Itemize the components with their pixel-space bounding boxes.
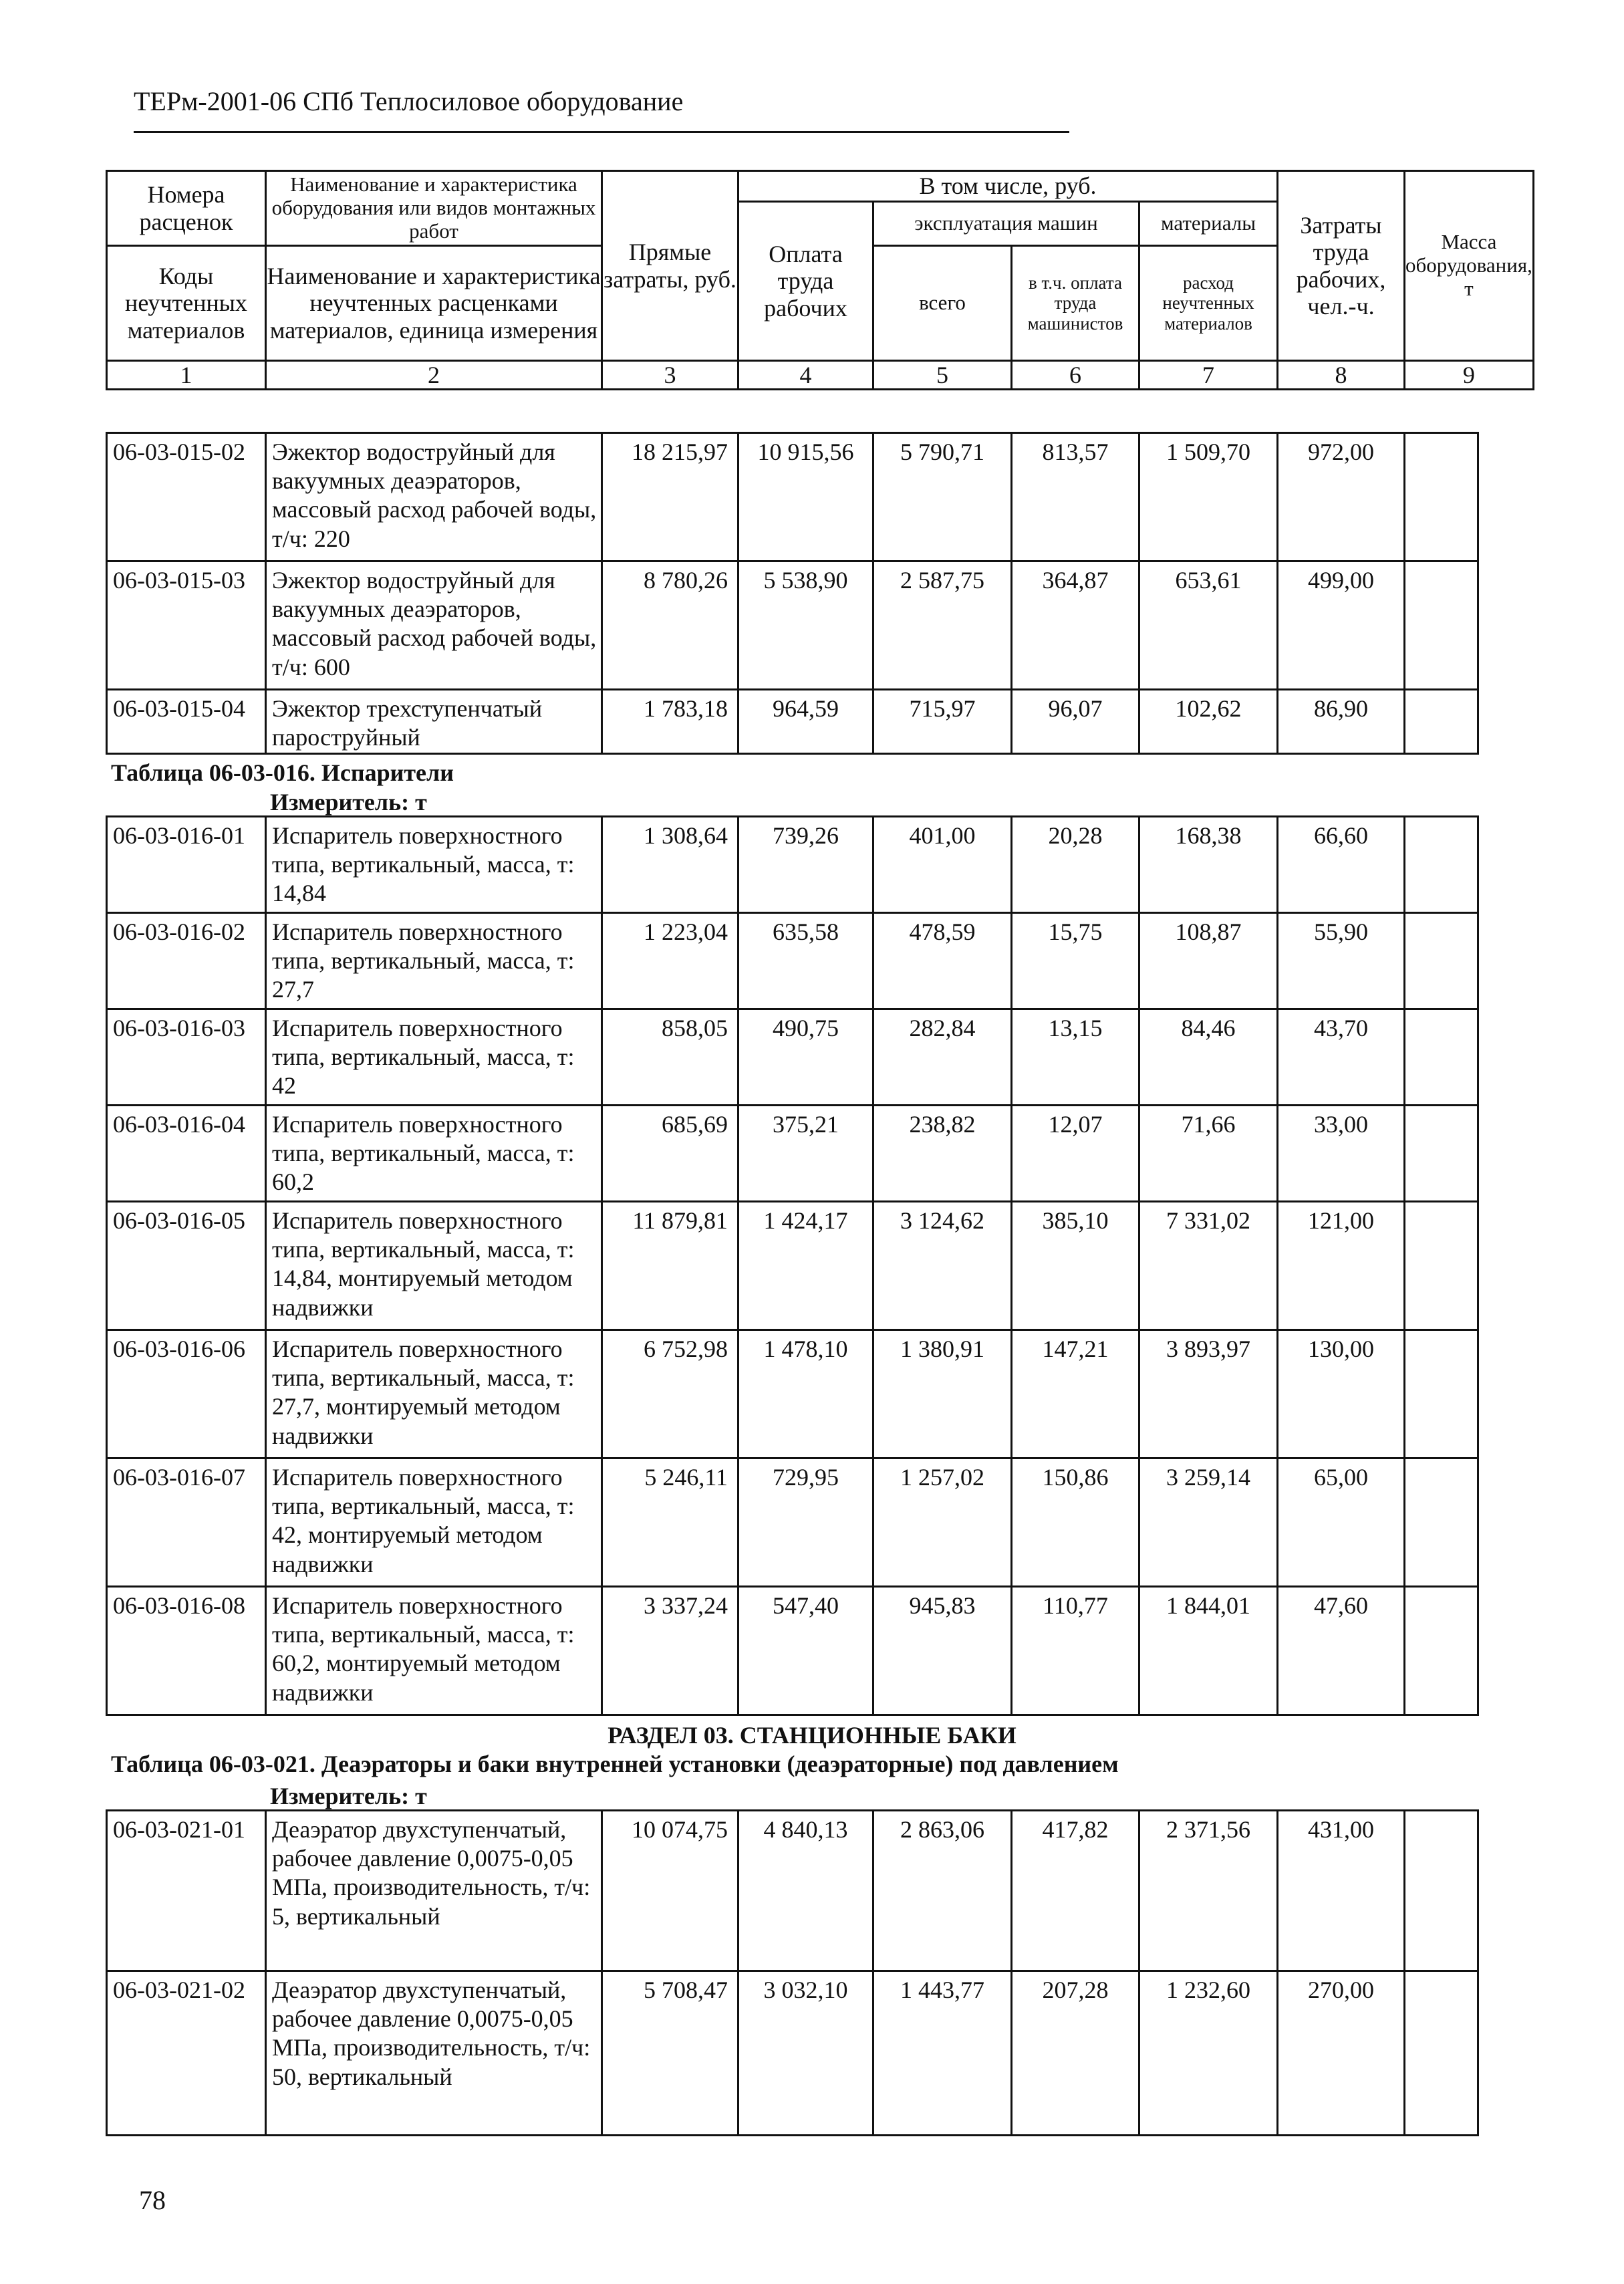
item-name: Испаритель поверхностного типа, вертикальный, масса, т: 14,84, монтируемый методом надвижки xyxy=(266,1202,602,1330)
labor-hours: 55,90 xyxy=(1278,913,1405,1009)
rates-table-016 xyxy=(106,815,1479,1716)
item-name: Испаритель поверхностного типа, вертикальный, масса, т: 27,7, монтируемый методом надвижки xyxy=(266,1330,602,1458)
table-row xyxy=(107,1202,1478,1330)
direct-costs: 1 308,64 xyxy=(602,817,738,913)
item-name: Испаритель поверхностного типа, вертикальный, масса, т: 14,84 xyxy=(266,817,602,913)
machine-costs: 945,83 xyxy=(873,1587,1012,1715)
table-row xyxy=(107,561,1478,690)
machine-costs: 5 790,71 xyxy=(873,433,1012,561)
labor-hours: 270,00 xyxy=(1278,1971,1405,2136)
labor-wages: 964,59 xyxy=(738,690,873,754)
col-number: 2 xyxy=(266,361,602,390)
col-number: 1 xyxy=(107,361,266,390)
col7-header: расход неучтенных материалов xyxy=(1139,246,1278,361)
equipment-mass xyxy=(1405,1587,1478,1715)
equipment-mass xyxy=(1405,1330,1478,1458)
equipment-mass xyxy=(1405,913,1478,1009)
labor-hours: 972,00 xyxy=(1278,433,1405,561)
equipment-mass xyxy=(1405,1971,1478,2136)
labor-wages: 547,40 xyxy=(738,1587,873,1715)
labor-wages: 739,26 xyxy=(738,817,873,913)
direct-costs: 5 246,11 xyxy=(602,1458,738,1587)
equipment-mass xyxy=(1405,1202,1478,1330)
group-header: В том числе, руб. xyxy=(738,171,1278,202)
machine-costs: 2 587,75 xyxy=(873,561,1012,690)
machine-costs: 282,84 xyxy=(873,1009,1012,1106)
table-row xyxy=(107,433,1478,561)
table-row xyxy=(107,817,1478,913)
col2-header-bottom: Наименование и характеристика неучтенных расценками материалов, единица измерения xyxy=(266,246,602,361)
materials-costs: 108,87 xyxy=(1139,913,1278,1009)
col-number: 4 xyxy=(738,361,873,390)
rate-code: 06-03-016-06 xyxy=(107,1330,266,1458)
operator-wages: 15,75 xyxy=(1012,913,1139,1009)
table-row xyxy=(107,913,1478,1009)
rate-code: 06-03-016-04 xyxy=(107,1106,266,1202)
equipment-mass xyxy=(1405,1458,1478,1587)
item-name: Испаритель поверхностного типа, вертикальный, масса, т: 60,2, монтируемый методом надвижки xyxy=(266,1587,602,1715)
operator-wages: 96,07 xyxy=(1012,690,1139,754)
table-row xyxy=(107,1009,1478,1106)
table-row xyxy=(107,1811,1478,1971)
operator-wages: 364,87 xyxy=(1012,561,1139,690)
item-name: Эжектор водоструйный для вакуумных деаэраторов, массовый расход рабочей воды, т/ч: 600 xyxy=(266,561,602,690)
machine-costs: 1 257,02 xyxy=(873,1458,1012,1587)
labor-wages: 5 538,90 xyxy=(738,561,873,690)
direct-costs: 685,69 xyxy=(602,1106,738,1202)
equipment-mass xyxy=(1405,1009,1478,1106)
rate-code: 06-03-016-07 xyxy=(107,1458,266,1587)
page-number: 78 xyxy=(139,2185,166,2215)
materials-costs: 2 371,56 xyxy=(1139,1811,1278,1971)
operator-wages: 150,86 xyxy=(1012,1458,1139,1587)
direct-costs: 6 752,98 xyxy=(602,1330,738,1458)
col4-header: Оплата труда рабочих xyxy=(738,202,873,361)
rate-code: 06-03-016-08 xyxy=(107,1587,266,1715)
direct-costs: 10 074,75 xyxy=(602,1811,738,1971)
materials-costs: 3 259,14 xyxy=(1139,1458,1278,1587)
direct-costs: 5 708,47 xyxy=(602,1971,738,2136)
labor-hours: 499,00 xyxy=(1278,561,1405,690)
rates-table-015 xyxy=(106,432,1479,755)
direct-costs: 18 215,97 xyxy=(602,433,738,561)
table-021-caption: Таблица 06-03-021. Деаэраторы и баки внутренней установки (деаэраторные) под давлением xyxy=(111,1751,1119,1777)
labor-hours: 43,70 xyxy=(1278,1009,1405,1106)
col6-header: в т.ч. оплата труда машинистов xyxy=(1012,246,1139,361)
labor-hours: 65,00 xyxy=(1278,1458,1405,1587)
col9-header: Масса оборудования, т xyxy=(1405,171,1534,361)
item-name: Деаэратор двухступенчатый, рабочее давление 0,0075-0,05 МПа, производительность, т/ч: 50, вертикальный xyxy=(266,1971,602,2136)
materials-costs: 3 893,97 xyxy=(1139,1330,1278,1458)
machine-costs: 478,59 xyxy=(873,913,1012,1009)
materials-header: материалы xyxy=(1139,202,1278,246)
operator-wages: 385,10 xyxy=(1012,1202,1139,1330)
operator-wages: 13,15 xyxy=(1012,1009,1139,1106)
rate-code: 06-03-016-03 xyxy=(107,1009,266,1106)
labor-wages: 4 840,13 xyxy=(738,1811,873,1971)
table-016-meter: Измеритель: т xyxy=(270,789,427,815)
section-title: РАЗДЕЛ 03. СТАНЦИОННЫЕ БАКИ xyxy=(607,1722,1017,1749)
labor-hours: 66,60 xyxy=(1278,817,1405,913)
labor-wages: 375,21 xyxy=(738,1106,873,1202)
labor-wages: 729,95 xyxy=(738,1458,873,1587)
col3-header: Прямые затраты, руб. xyxy=(602,171,738,361)
rate-code: 06-03-016-01 xyxy=(107,817,266,913)
running-header: ТЕРм-2001-06 СПб Теплосиловое оборудование xyxy=(134,86,684,116)
item-name: Испаритель поверхностного типа, вертикальный, масса, т: 60,2 xyxy=(266,1106,602,1202)
labor-hours: 431,00 xyxy=(1278,1811,1405,1971)
labor-wages: 490,75 xyxy=(738,1009,873,1106)
table-021-meter: Измеритель: т xyxy=(270,1783,427,1809)
col2-header-top: Наименование и характеристика оборудования или видов монтажных работ xyxy=(266,171,602,246)
col8-header: Затраты труда рабочих, чел.-ч. xyxy=(1278,171,1405,361)
rate-code: 06-03-021-02 xyxy=(107,1971,266,2136)
labor-hours: 33,00 xyxy=(1278,1106,1405,1202)
direct-costs: 1 223,04 xyxy=(602,913,738,1009)
labor-wages: 1 424,17 xyxy=(738,1202,873,1330)
col-number: 6 xyxy=(1012,361,1139,390)
equipment-mass xyxy=(1405,561,1478,690)
labor-wages: 1 478,10 xyxy=(738,1330,873,1458)
rate-code: 06-03-015-03 xyxy=(107,561,266,690)
item-name: Испаритель поверхностного типа, вертикальный, масса, т: 27,7 xyxy=(266,913,602,1009)
table-row xyxy=(107,690,1478,754)
direct-costs: 1 783,18 xyxy=(602,690,738,754)
equipment-mass xyxy=(1405,1811,1478,1971)
rate-code: 06-03-015-02 xyxy=(107,433,266,561)
col-number: 9 xyxy=(1405,361,1534,390)
materials-costs: 1 232,60 xyxy=(1139,1971,1278,2136)
machine-costs: 238,82 xyxy=(873,1106,1012,1202)
column-header-table xyxy=(106,170,1534,390)
machine-costs: 3 124,62 xyxy=(873,1202,1012,1330)
operator-wages: 20,28 xyxy=(1012,817,1139,913)
operator-wages: 147,21 xyxy=(1012,1330,1139,1458)
header-rule xyxy=(134,131,1069,133)
table-row xyxy=(107,1587,1478,1715)
machine-costs: 1 380,91 xyxy=(873,1330,1012,1458)
machine-costs: 401,00 xyxy=(873,817,1012,913)
table-row xyxy=(107,1330,1478,1458)
labor-hours: 130,00 xyxy=(1278,1330,1405,1458)
rates-table-021 xyxy=(106,1809,1479,2136)
labor-wages: 635,58 xyxy=(738,913,873,1009)
machine-costs: 715,97 xyxy=(873,690,1012,754)
col-number: 8 xyxy=(1278,361,1405,390)
direct-costs: 8 780,26 xyxy=(602,561,738,690)
materials-costs: 1 844,01 xyxy=(1139,1587,1278,1715)
col-number: 5 xyxy=(873,361,1012,390)
direct-costs: 11 879,81 xyxy=(602,1202,738,1330)
item-name: Эжектор водоструйный для вакуумных деаэраторов, массовый расход рабочей воды, т/ч: 220 xyxy=(266,433,602,561)
equipment-mass xyxy=(1405,1106,1478,1202)
materials-costs: 653,61 xyxy=(1139,561,1278,690)
direct-costs: 3 337,24 xyxy=(602,1587,738,1715)
col-number: 3 xyxy=(602,361,738,390)
col-number: 7 xyxy=(1139,361,1278,390)
materials-costs: 7 331,02 xyxy=(1139,1202,1278,1330)
operator-wages: 12,07 xyxy=(1012,1106,1139,1202)
labor-wages: 3 032,10 xyxy=(738,1971,873,2136)
machines-header: эксплуатация машин xyxy=(873,202,1139,246)
item-name: Испаритель поверхностного типа, вертикальный, масса, т: 42, монтируемый методом надвижки xyxy=(266,1458,602,1587)
rate-code: 06-03-016-05 xyxy=(107,1202,266,1330)
materials-costs: 1 509,70 xyxy=(1139,433,1278,561)
machine-costs: 1 443,77 xyxy=(873,1971,1012,2136)
col1-header-top: Номера расценок xyxy=(107,171,266,246)
materials-costs: 71,66 xyxy=(1139,1106,1278,1202)
table-row xyxy=(107,1971,1478,2136)
materials-costs: 102,62 xyxy=(1139,690,1278,754)
table-row xyxy=(107,1458,1478,1587)
equipment-mass xyxy=(1405,433,1478,561)
machine-costs: 2 863,06 xyxy=(873,1811,1012,1971)
rate-code: 06-03-016-02 xyxy=(107,913,266,1009)
rate-code: 06-03-021-01 xyxy=(107,1811,266,1971)
materials-costs: 84,46 xyxy=(1139,1009,1278,1106)
labor-hours: 47,60 xyxy=(1278,1587,1405,1715)
equipment-mass xyxy=(1405,690,1478,754)
operator-wages: 813,57 xyxy=(1012,433,1139,561)
labor-hours: 121,00 xyxy=(1278,1202,1405,1330)
item-name: Испаритель поверхностного типа, вертикальный, масса, т: 42 xyxy=(266,1009,602,1106)
item-name: Деаэратор двухступенчатый, рабочее давление 0,0075-0,05 МПа, производительность, т/ч: 5, вертикальный xyxy=(266,1811,602,1971)
materials-costs: 168,38 xyxy=(1139,817,1278,913)
rate-code: 06-03-015-04 xyxy=(107,690,266,754)
col5-header: всего xyxy=(873,246,1012,361)
item-name: Эжектор трехступенчатый пароструйный xyxy=(266,690,602,754)
direct-costs: 858,05 xyxy=(602,1009,738,1106)
equipment-mass xyxy=(1405,817,1478,913)
labor-hours: 86,90 xyxy=(1278,690,1405,754)
table-016-caption: Таблица 06-03-016. Испарители xyxy=(111,759,454,786)
table-row xyxy=(107,1106,1478,1202)
col1-header-bottom: Коды неучтенных материалов xyxy=(107,246,266,361)
labor-wages: 10 915,56 xyxy=(738,433,873,561)
operator-wages: 417,82 xyxy=(1012,1811,1139,1971)
operator-wages: 110,77 xyxy=(1012,1587,1139,1715)
operator-wages: 207,28 xyxy=(1012,1971,1139,2136)
